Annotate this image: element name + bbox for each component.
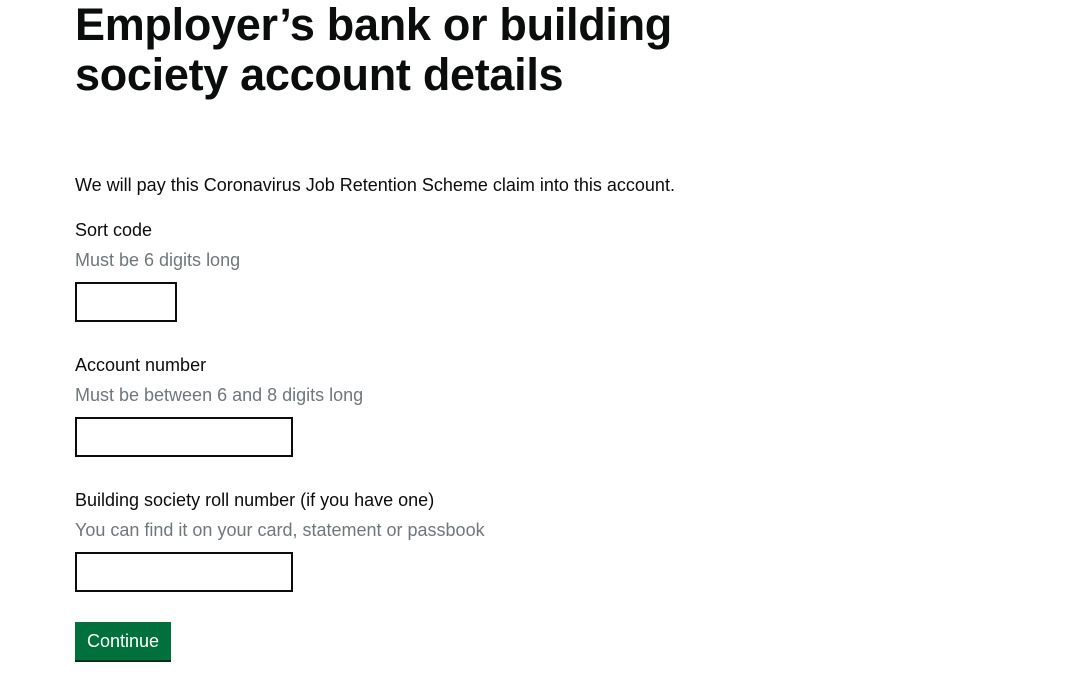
continue-button[interactable]: Continue — [75, 622, 171, 660]
page-title: Employer’s bank or building society account details — [75, 0, 672, 100]
account-number-hint: Must be between 6 and 8 digits long — [75, 385, 364, 405]
account-number-label: Account number — [75, 355, 207, 375]
roll-number-label: Building society roll number (if you have one) — [75, 490, 435, 510]
roll-number-input[interactable] — [75, 552, 293, 592]
sort-code-label: Sort code — [75, 220, 153, 240]
sort-code-input[interactable] — [75, 282, 177, 322]
account-number-input[interactable] — [75, 417, 293, 457]
sort-code-hint: Must be 6 digits long — [75, 250, 241, 270]
intro-text: We will pay this Coronavirus Job Retention Scheme claim into this account. — [75, 175, 675, 195]
roll-number-hint: You can find it on your card, statement or passbook — [75, 520, 485, 540]
